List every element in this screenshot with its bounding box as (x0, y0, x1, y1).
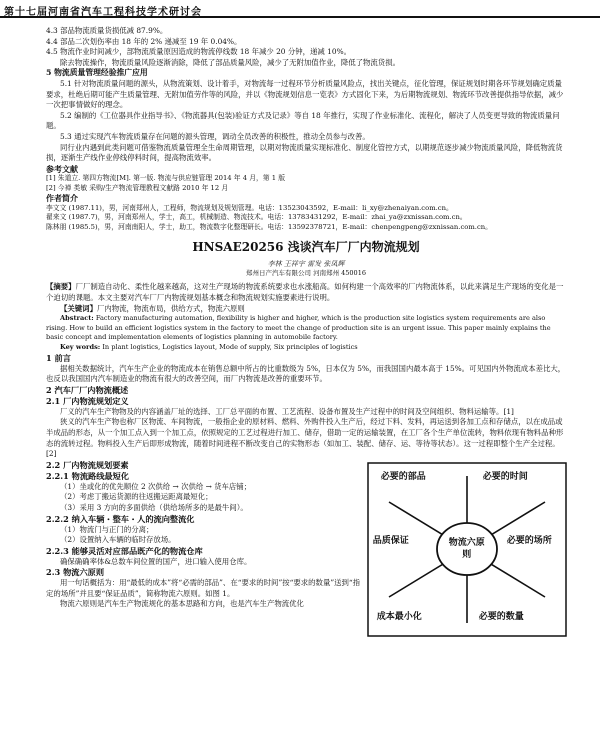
section-1-body: 据相关数据统计，汽车生产企业的物流成本在销售总额中所占的比重数级为 5%，日本仅为 5%，而我国国内最本高于 15%。可见国内外物流成本差比大，也反以我国国内汽车制造业的物流有很大的改善空间，而厂内物流是改善的重要环节。 (46, 363, 566, 384)
diagram-label-time: 必要的时间 (482, 471, 528, 482)
section-2-2-1-title: 2.2.1 物流路线最短化 (46, 470, 129, 481)
article-title: HNSAE20256 浅谈汽车厂厂内物流规划 (192, 240, 420, 255)
abstract-en-text: Factory manufacturing automation, flexibility is higher and higher, which is the production site logistics system requirements are also rising. How to build an efficient logistics system in the factory to meet the change of production site is an urgent issue. This paper mainly explains the basic concept and implementation elements of logistics planning in automobile factory. (46, 314, 551, 342)
six-principles-diagram (367, 462, 566, 637)
section-2-1-body-2: 狭义的汽车生产物也称厂区物流、车间物流，一般指企业的原材料、燃料、外购件投入生产后，经过下料、发料，再运送到各加工点和存储点，以在成品或半成品的形态，从一个加工点入到一个加工点，依照规定的工艺过程进行加工、储存，借助一定的运输装置，在工厂各个生产单位流转，物料依现有物料品种形态的流转过程。物料投入生产后即形成物流，随着时间进程不断改变自己的实物形态（如加工、装配、储存、运、等待等状态）。这一过程即整个生产全过程。[2] (46, 417, 564, 459)
keywords-label: 【关键词】 (60, 303, 97, 313)
abstract-text: 厂厂制造自动化、柔性化越来越高，这对生产现场的物流系统要求也水涨船高。如何构建一个高效率的厂内物流体系，以此来满足生产现场的变化是一个迫切的课题。本文主要对汽车厂厂内物流规划基本概念和物流规划实施要素进行说明。 (46, 282, 564, 302)
section-2-1-body: 厂义的汽车生产物物及的内容涵盖厂址的选择、工厂总平面的布置、工艺流程、设备布置及生产过程中的时间及空间组织、物料运输等。[1] (60, 406, 514, 416)
top-paragraph-4: 5.3 通过实现汽车物流质量存在问题的源头管理，调动全员改善的积极性，推动全员参与改善。 (60, 131, 370, 141)
section-2-2-2-item-2: （2）设置纳入车辆的临时存放场。 (60, 535, 176, 545)
top-paragraph-3: 5.2 编制的《工位器具作业指导书》、《物流器具(包装)验证方式及记录》等自 18 年推行，实现了作业标准化、流程化，解决了人员变更导致的物流质量问题。 (46, 110, 560, 131)
section-1-title: 1 前言 (46, 352, 71, 363)
author-intro-3: 陈林朋 (1985.5)，男，河南南阳人，学士，助工，物流数字化整理研长。电话：13592378721，E-mail：chenpengpeng@zxnissan.com.cn。 (46, 222, 492, 231)
references-heading: 参考文献 (46, 163, 78, 174)
author-intro-heading: 作者简介 (46, 193, 78, 204)
section-2-1-title: 2.1 厂内物流规划定义 (46, 395, 129, 406)
bottom-left-column (46, 460, 363, 637)
top-paragraph-2: 5.1 针对物流质量问题的源头，从物流策划、设计着手，对物流每一过程环节分析质量风险点，找出关键点，征化管理，保证规划时期各环节规划确定质量要求，杜绝后期可能产生质量管理、无附加值劳作等的风险，并以《物流规划信息一览表》方式固化下来，为后期物流规划、物流环节改善提供指导依据，减少一次把事情做好的理念。 (46, 78, 564, 110)
bottom-two-column (46, 460, 566, 637)
article-authors: 李林 王祥宇 雷发 张凤辉 (267, 260, 345, 269)
top-paragraph-5: 同行业内遇到此类问题可借鉴物流质量管理全生命周期管理，以期对物流质量实现标准化、制度化管控方式，以期规范逐步减少物流质量风险，降低物流货损，逐渐生产线作业停线停料时间，提高物流效率。 (46, 142, 563, 163)
abstract-label: 【摘要】 (46, 282, 76, 292)
reference-1: [1] 朱道立. 第四方物流[M]. 第一版. 物流与供应链管理 2014 年 4 月，第 1 版 (46, 174, 286, 183)
article-affiliation: 郑州日产汽车有限公司 河南郑州 450016 (246, 269, 366, 278)
section-2-2-title: 2.2 厂内物流规划要素 (46, 459, 129, 470)
section-5-title: 5 物流质量管理经验推广应用 (46, 68, 148, 78)
section-2-title: 2 汽车厂厂内物流概述 (46, 384, 129, 395)
header-rule (0, 16, 600, 18)
section-2-2-1-item-1: （1）坐或化的优先顺位 2 次供给 → 次供给 → 货车店铺； (60, 481, 252, 491)
section-2-2-1-item-2: （2）考虑丁搬运货源的往返搬运距离最短化； (60, 492, 213, 502)
top-item-2: 4.4 部品二次划伤率由 18 年的 2% 递减至 19 年 0.04%。 (46, 36, 242, 46)
section-2-3-tail: 物流六原则是汽车生产物流规化的基本思路和方向，也是汽车生产物流优化 (60, 599, 304, 609)
section-2-2-2-title: 2.2.2 纳入车辆・整车・人的流向整流化 (46, 513, 195, 524)
keywords-en-label: Key words: (60, 342, 101, 351)
section-2-2-3-body: 确保确确率体&总数车间位置的国产，进口输入使用仓库。 (60, 556, 252, 566)
keywords-text: 厂内物流，物流布局，供给方式，物流六原则 (96, 303, 245, 313)
proceedings-title: 第十七届河南省汽车工程科技学术研讨会 (4, 7, 202, 18)
diagram-center-label: 物流六原则 (448, 537, 485, 560)
diagram-label-quantity: 必要的数量 (478, 611, 524, 622)
section-2-2-3-title: 2.2.3 能够灵活对应部品既产化的物流仓库 (46, 545, 203, 556)
author-intro-1: 李文文 (1987.11)，男，河南郑州人，工程师，物流规划及规划管理。电话：13523043592，E-mail：li_xy@zhenaiyan.com.cn。 (46, 203, 453, 212)
page-body (46, 26, 566, 637)
diagram-label-parts: 必要的部品 (380, 471, 426, 482)
section-2-2-1-item-3: （3）采用 3 方向的多面供给（供给场所多的是最牛间）。 (60, 502, 248, 512)
top-item-1: 4.3 部品物流质量货损低减 87.9%。 (46, 26, 168, 35)
author-intro-2: 翟来文 (1987.7)，男，河南郑州人，学士，高工，机械制造、物流技术。电话：13783431292，E-mail：zhai_ya@zxnissan.com.cn。 (46, 213, 467, 222)
keywords-en-text: In plant logistics, Logistics layout, Mode of supply, Six principles of logistics (102, 342, 358, 351)
top-item-3: 4.5 物流作业时间减少，部物流质量原因造成的物流停线数 18 年减少 20 分钟，递减 10%。 (46, 47, 351, 57)
diagram-label-place: 必要的场所 (506, 535, 552, 546)
top-paragraph-1: 除去物流操作，物流质量风险逐渐消除，降低了部品质量风险，减少了无附加值作业，降低了物流货损。 (60, 57, 400, 67)
section-2-2-2-item-1: （1）物流门与正门的分离； (60, 524, 154, 534)
abstract-en-label: Abstract: (60, 314, 94, 323)
section-2-3-title: 2.3 物流六原则 (46, 567, 105, 578)
section-2-3-body: 用一句话概括为：用“最低的成本”将“必需的部品”、在“要求的时间”按“要求的数量”送到“指定的场所”并且要“保证品质”，简称物流六原则。如图 1。 (46, 578, 361, 598)
diagram-label-cost: 成本最小化 (376, 611, 422, 622)
reference-2: [2] 今禅 类敏 采购/生产物流管理教程文献路 2010 年 12 月 (46, 183, 229, 192)
diagram-label-quality: 品质保证 (372, 535, 409, 546)
